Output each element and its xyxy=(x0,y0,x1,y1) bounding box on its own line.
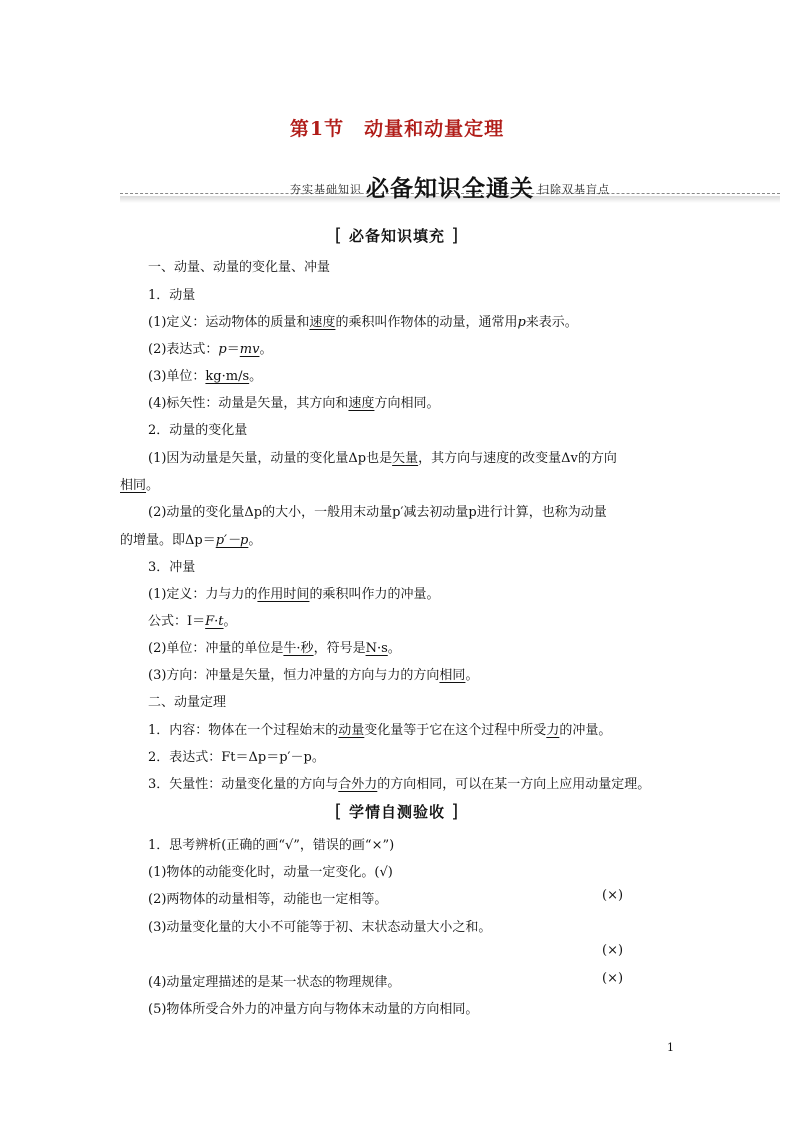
answer-mark: (×) xyxy=(602,888,624,903)
question-item: (3)动量变化量的大小不可能等于初、末状态动量大小之和。 xyxy=(148,920,492,935)
page-title: 第1节 动量和动量定理 xyxy=(289,118,505,140)
question-item: (2)两物体的动量相等，动能也一定相等。 xyxy=(148,892,388,907)
line-vector: (4)标矢性：动量是矢量，其方向和速度方向相同。 xyxy=(148,396,440,411)
line-impulse-def: (1)定义：力与力的作用时间的乘积叫作力的冲量。 xyxy=(148,587,440,602)
answer-mark: (×) xyxy=(602,971,624,986)
section-heading-text: 必备知识填充 xyxy=(348,227,445,245)
section-banner xyxy=(120,170,780,204)
section-heading-selftest: [ 学情自测验收 ] xyxy=(334,801,460,822)
line-change-1-cont: 相同。 xyxy=(120,478,160,493)
line-change-2: (2)动量的变化量Δp的大小，一般用末动量p′减去初动量p进行计算，也称为动量 xyxy=(148,505,607,520)
question-item: (1)物体的动能变化时，动量一定变化。(√) xyxy=(148,865,393,880)
banner-left-text: 夯实基础知识 xyxy=(290,183,362,196)
line-definition: (1)定义：运动物体的质量和速度的乘积叫作物体的动量，通常用p来表示。 xyxy=(148,315,578,330)
subheading-momentum: 1．动量 xyxy=(148,288,196,303)
line-theorem-expression: 2．表达式：Ft＝Δp＝p′－p。 xyxy=(148,750,325,765)
answer-mark: (×) xyxy=(602,943,624,958)
subheading-change: 2．动量的变化量 xyxy=(148,423,248,438)
line-expression: (2)表达式：p＝mv。 xyxy=(148,342,273,357)
question-item: (5)物体所受合外力的冲量方向与物体末动量的方向相同。 xyxy=(148,1002,479,1017)
subheading-impulse: 3．冲量 xyxy=(148,560,196,575)
banner-right-text: 扫除双基盲点 xyxy=(538,183,610,196)
line-theorem-vector: 3．矢量性：动量变化量的方向与合外力的方向相同，可以在某一方向上应用动量定理。 xyxy=(148,777,651,792)
line-impulse-direction: (3)方向：冲量是矢量，恒力冲量的方向与力的方向相同。 xyxy=(148,668,479,683)
heading-momentum: 一、动量、动量的变化量、冲量 xyxy=(148,260,331,275)
line-change-1: (1)因为动量是矢量，动量的变化量Δp也是矢量，其方向与速度的改变量Δv的方向 xyxy=(148,451,617,466)
line-impulse-unit: (2)单位：冲量的单位是牛·秒，符号是N·s。 xyxy=(148,641,401,656)
line-change-2-cont: 的增量。即Δp＝p′－p。 xyxy=(120,533,262,548)
section-heading-text: 学情自测验收 xyxy=(348,803,445,821)
banner-main-text: 必备知识全通关 xyxy=(366,176,534,202)
question-intro: 1．思考辨析(正确的画“√”，错误的画“×”) xyxy=(148,838,395,853)
line-unit: (3)单位：kg·m/s。 xyxy=(148,369,263,384)
line-theorem-content: 1．内容：物体在一个过程始末的动量变化量等于它在这个过程中所受力的冲量。 xyxy=(148,723,612,738)
section-heading-knowledge: [ 必备知识填充 ] xyxy=(334,225,460,246)
line-impulse-formula: 公式：I＝F·t。 xyxy=(148,614,237,629)
question-item: (4)动量定理描述的是某一状态的物理规律。 xyxy=(148,975,401,990)
heading-theorem: 二、动量定理 xyxy=(148,695,227,710)
page-number: 1 xyxy=(667,1041,674,1054)
